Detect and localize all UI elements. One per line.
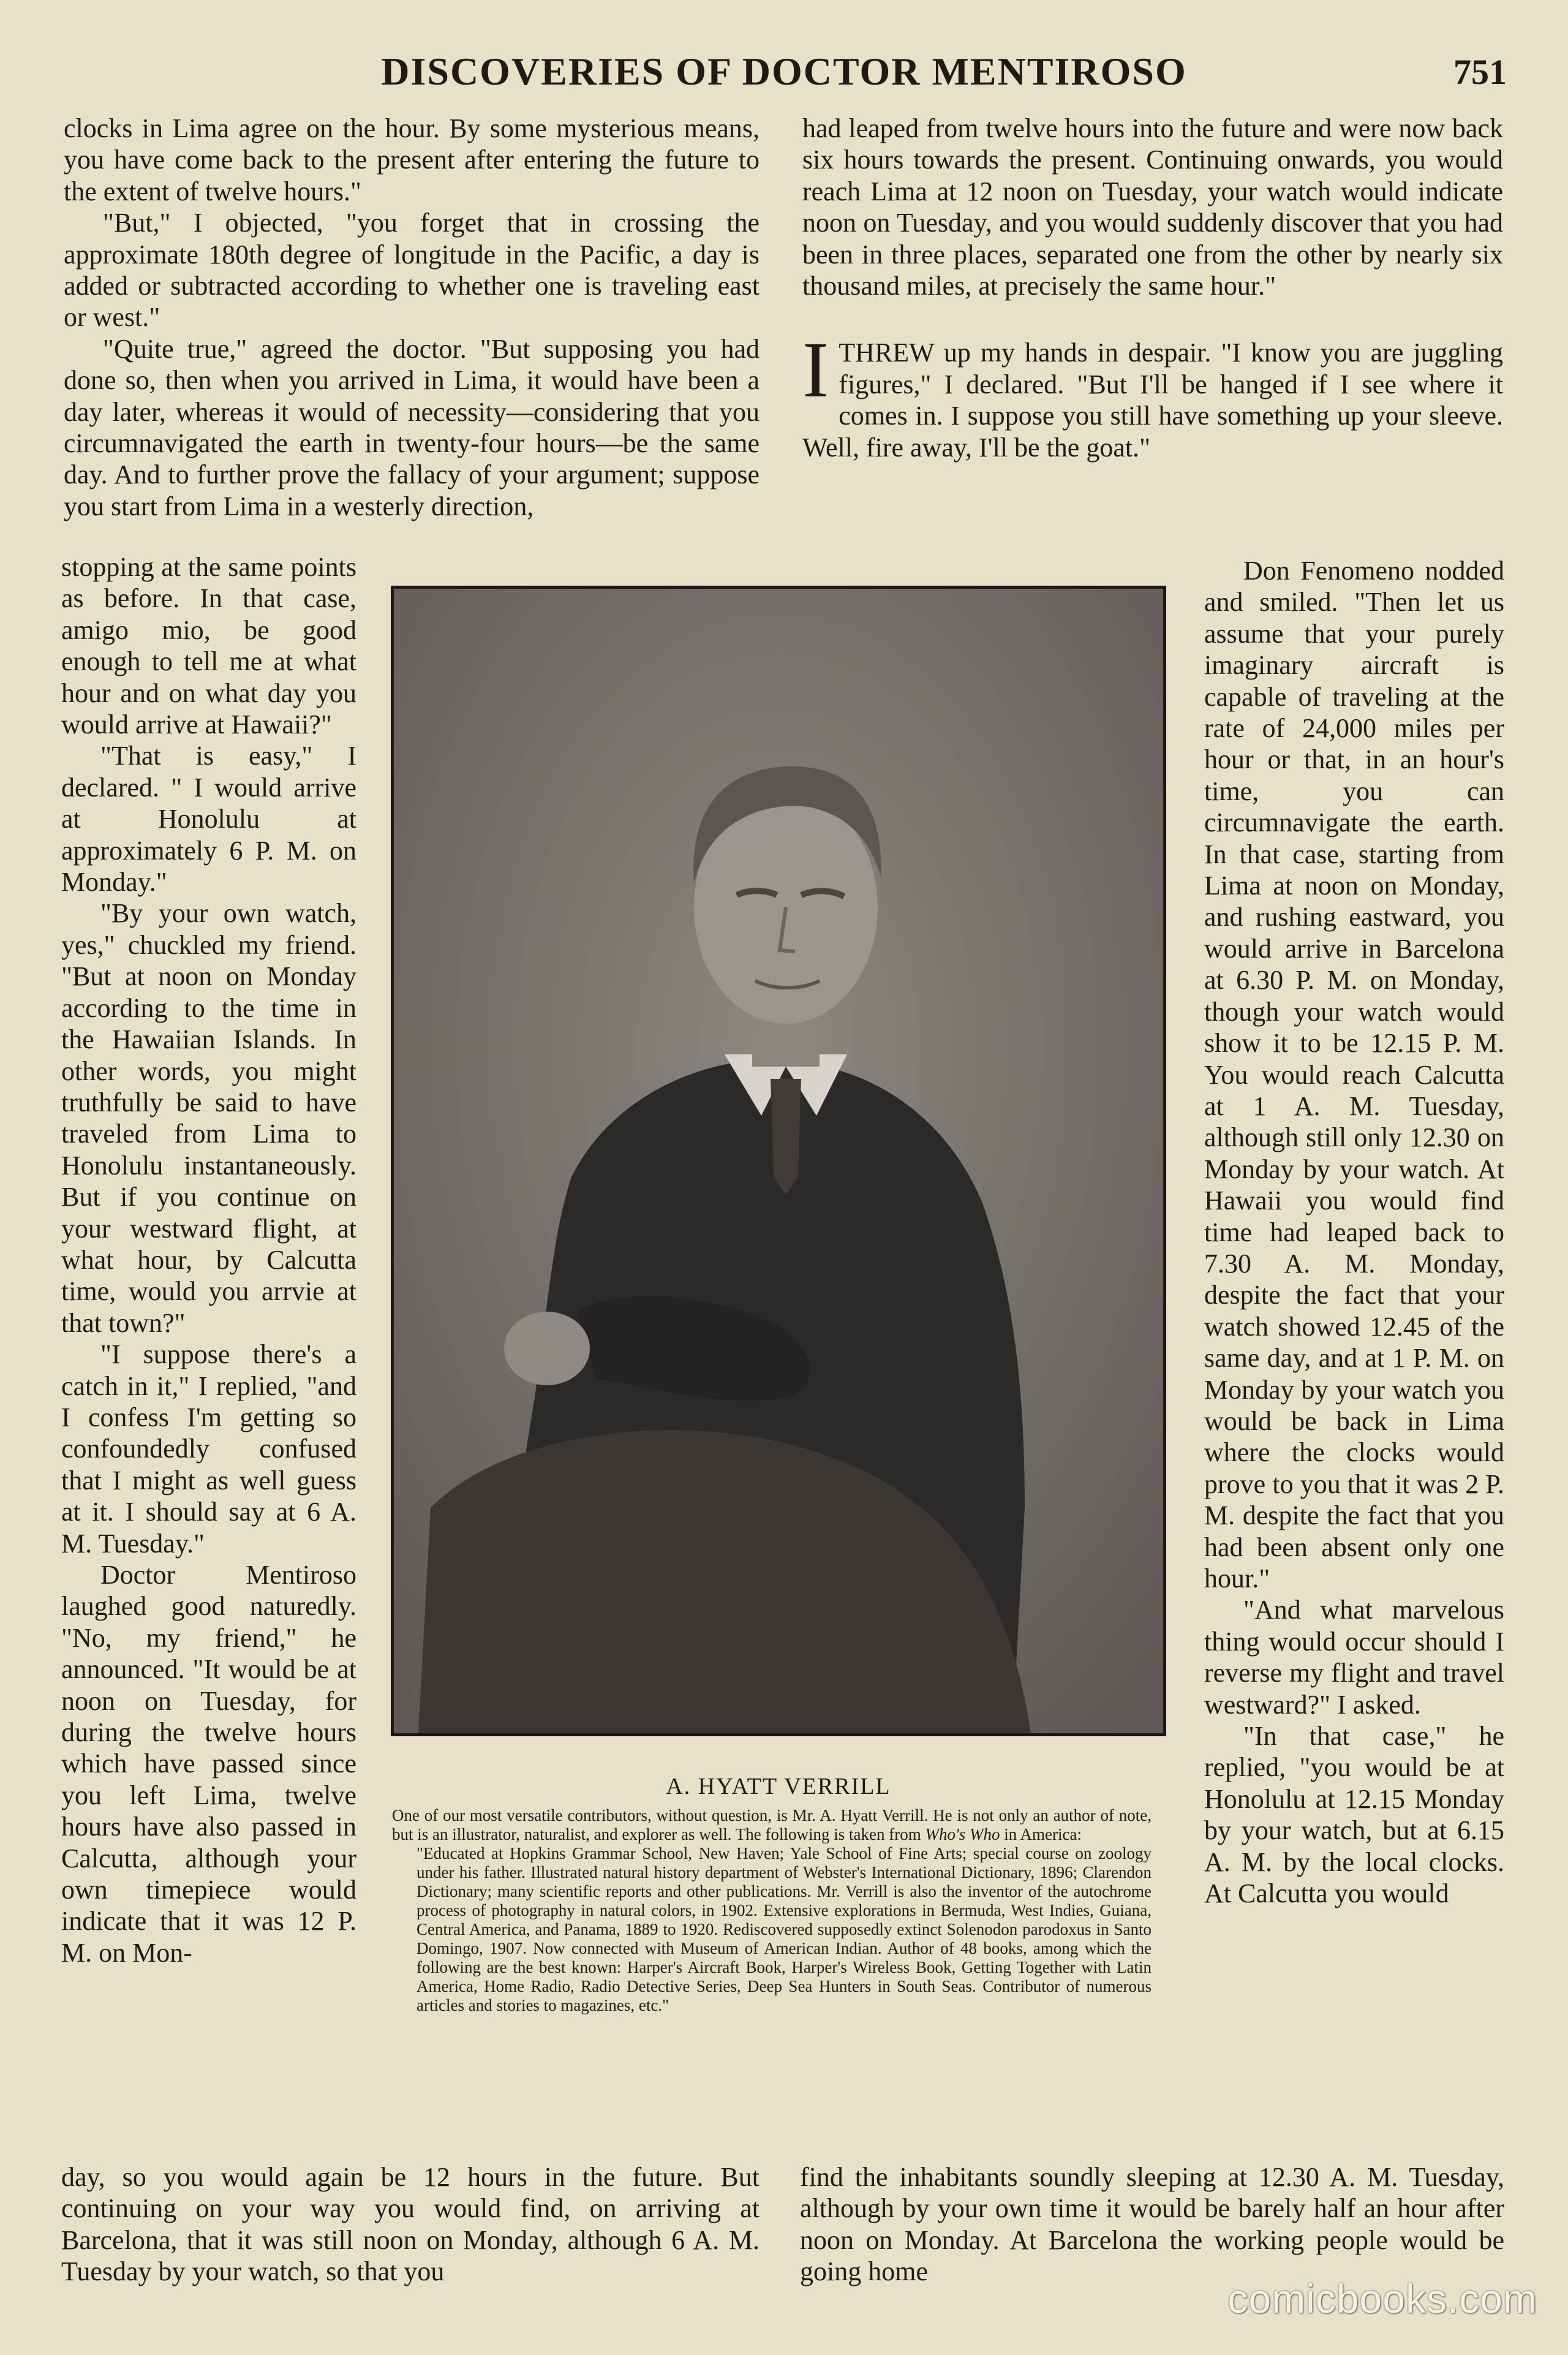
caption-intro-end: in America: xyxy=(1000,1825,1082,1843)
paragraph: clocks in Lima agree on the hour. By some mysterious means, you have come back to the present after entering the future to the extent of twelve hours." xyxy=(64,113,760,206)
watermark: comicbooks.com xyxy=(1227,2276,1537,2321)
portrait-photograph-icon xyxy=(394,589,1163,1733)
paragraph: "And what marvelous thing would occur should I reverse my flight and travel westward?" I asked. xyxy=(1204,1595,1504,1720)
caption-intro: One of our most versatile contributors, without question, is Mr. A. Hyatt Verrill. He is not only an author of note, but is an illustrator, naturalist, and explorer as well. The following is taken from xyxy=(392,1806,1152,1843)
dropcap-text: THREW up my hands in despair. "I know you are juggling figures," I declared. "But I'll be hanged if I see where it comes in. I suppose you still have something up your sleeve. Well, fire away, I'll be the goat." xyxy=(802,338,1503,463)
paragraph: "But," I objected, "you forget that in crossing the approximate 180th degree of longitude in the Pacific, a day is added or subtracted according to whether one is traveling east or west." xyxy=(64,208,760,333)
right-column-narrow xyxy=(1204,555,1504,1909)
caption-entry: "Educated at Hopkins Grammar School, New Haven; Yale School of Fine Arts; special course on zoology under his father. Illustrated natural history department of Webster's International Dictionary, 1896; Clarendon Dictionary; many scientific reports and other publications. Mr. Verrill is also the inventor of the autochrome process of photography in natural colors, in 1902. Extensive explorations in Bermuda, West Indies, Guiana, Central America, and Panama, 1889 to 1920. Rediscovered supposedly extinct Solenodon parodoxus in Santo Domingo, 1907. Now connected with Museum of American Indian. Author of 48 books, among which the following are the best known: Harper's Aircraft Book, Harper's Wireless Book, Getting Together with Latin America, Home Radio, Radio Detective Series, Deep Sea Hunters in South Seas. Contributor of numerous articles and stories to magazines, etc." xyxy=(417,1844,1152,2014)
right-column-bottom xyxy=(800,2161,1504,2288)
paragraph: Doctor Mentiroso laughed good naturedly. "No, my friend," he announced. "It would be at noon on Tuesday, for during the twelve hours which have passed since you left Lima, twelve hours have also passed in Calcutta, although your own timepiece would indicate that it was 12 P. M. on Mon- xyxy=(61,1560,356,1968)
right-column-top xyxy=(802,113,1503,463)
caption-body xyxy=(392,1806,1152,2015)
paragraph: "By your own watch, yes," chuckled my friend. "But at noon on Monday according to the time in the Hawaiian Islands. In other words, you might truthfully be said to have traveled from Lima to Honolulu instantaneously. But if you continue on your westward flight, at what hour, by Calcutta time, would you arrvie at that town?" xyxy=(61,898,356,1338)
paragraph: day, so you would again be 12 hours in the future. But continuing on your way you would find, on arriving at Barcelona, that it was still noon on Monday, although 6 A. M. Tuesday by your watch, so that you xyxy=(61,2162,760,2287)
portrait-photo xyxy=(391,586,1166,1736)
left-column-bottom xyxy=(61,2161,760,2288)
left-column-narrow xyxy=(61,551,356,1968)
paragraph: Don Fenomeno nodded and smiled. "Then let us assume that your purely imaginary aircraft is capable of traveling at the rate of 24,000 miles per hour or that, in an hour's time, you can circumnavigate the earth. In that case, starting from Lima at noon on Monday, and rushing eastward, you would arrive in Barcelona at 6.30 P. M. on Monday, though your watch would show it to be 12.15 P. M. You would reach Calcutta at 1 A. M. Tuesday, although still only 12.30 on Monday by your watch. At Hawaii you would find time had leaped back to 7.30 A. M. Monday, despite the fact that your watch showed 12.45 of the same day, and at 1 P. M. on Monday by your watch you would be back in Lima where the clocks would prove to you that it was 2 P. M. despite the fact that you had been absent only one hour." xyxy=(1204,556,1504,1593)
page-title: DISCOVERIES OF DOCTOR MENTIROSO xyxy=(381,50,1187,93)
paragraph: "I suppose there's a catch in it," I replied, "and I confess I'm getting so confoundedly confused that I might as well guess at it. I should say at 6 A. M. Tuesday." xyxy=(61,1339,356,1559)
paragraph: "That is easy," I declared. " I would arrive at Honolulu at approximately 6 P. M. on Monday." xyxy=(61,741,356,898)
dropcap-paragraph xyxy=(802,326,1503,463)
paragraph: "Quite true," agreed the doctor. "But supposing you had done so, then when you arrived in Lima, it would have been a day later, whereas it would of necessity—considering that you circumnavigated the earth in twenty-four hours—be the same day. And to further prove the fallacy of your argument; suppose you start from Lima in a westerly direction, xyxy=(64,333,760,521)
paragraph: find the inhabitants soundly sleeping at 12.30 A. M. Tuesday, although by your own time it would be barely half an hour after noon on Monday. At Barcelona the working people would be going home xyxy=(800,2162,1504,2287)
paragraph: had leaped from twelve hours into the future and were now back six hours towards the present. Continuing onwards, you would reach Lima at 12 noon on Tuesday, your watch would indicate noon on Tuesday, and you would suddenly discover that you had been in three places, separated one from the other by nearly six thousand miles, at precisely the same hour." xyxy=(802,113,1503,301)
paragraph: stopping at the same points as before. In that case, amigo mio, be good enough to tell me at what hour and on what day you would arrive at Hawaii?" xyxy=(61,552,356,740)
caption-title: A. HYATT VERRILL xyxy=(666,1774,891,1799)
paragraph: "In that case," he replied, "you would be at Honolulu at 12.15 Monday by your watch, but at 6.15 A. M. by the local clocks. At Calcutta you would xyxy=(1204,1721,1504,1909)
left-column-top xyxy=(64,113,760,522)
drop-cap: I xyxy=(802,326,829,415)
caption-source: Who's Who xyxy=(925,1825,1000,1843)
page-number: 751 xyxy=(1453,52,1507,92)
